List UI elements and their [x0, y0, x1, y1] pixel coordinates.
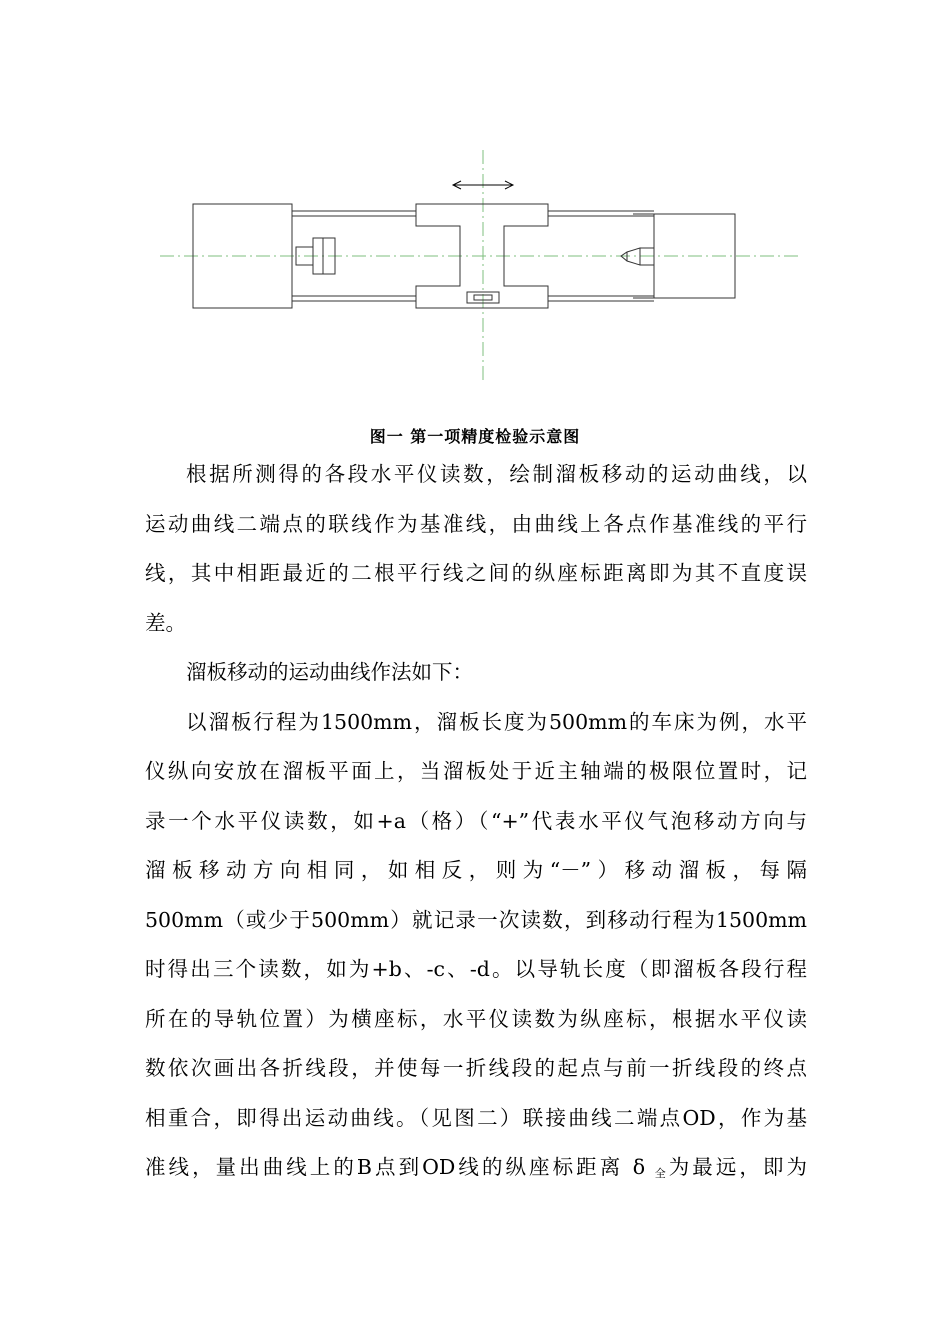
subscript: 全 [654, 1167, 669, 1180]
text-line: 运动曲线二端点的联线作为基准线，由曲线上各点作基准线的平行 [145, 511, 807, 536]
paragraph-1 [145, 450, 807, 648]
text-line: 500mm（或少于500mm）就记录一次读数，到移动行程为1500mm [145, 907, 807, 932]
text-line: 线，其中相距最近的二根平行线之间的纵座标距离即为其不直度误 [145, 561, 807, 585]
text-line: 录一个水平仪读数，如+a（格）（“+”代表水平仪气泡移动方向与 [145, 808, 807, 833]
text-segment: 为最远，即为 [668, 1155, 807, 1179]
text-line: 溜板移动的运动曲线作法如下： [186, 660, 473, 684]
text-line: 所在的导轨位置）为横座标，水平仪读数为纵座标，根据水平仪读 [145, 1006, 807, 1031]
text-segment: 准线，量出曲线上的B点到OD线的纵座标距离 δ [145, 1155, 655, 1179]
figure-1-diagram [150, 140, 810, 390]
text-line: 根据所测得的各段水平仪读数，绘制溜板移动的运动曲线，以 [186, 462, 807, 486]
body-text [145, 450, 807, 1199]
text-line: 时得出三个读数，如为+b、-c、-d。以导轨长度（即溜板各段行程 [145, 957, 807, 981]
text-line: 仪纵向安放在溜板平面上，当溜板处于近主轴端的极限位置时，记 [145, 759, 807, 783]
figure-caption: 图一 第一项精度检验示意图 [369, 427, 581, 446]
text-line: 差。 [145, 610, 186, 635]
text-line [145, 1143, 807, 1199]
paragraph-2 [145, 648, 807, 698]
text-line: 以溜板行程为1500mm，溜板长度为500mm的车床为例，水平 [186, 709, 807, 734]
text-line: 溜板移动方向相同，如相反，则为“－”）移动溜板，每隔 [145, 858, 807, 882]
text-line: 数依次画出各折线段，并使每一折线段的起点与前一折线段的终点 [145, 1056, 807, 1080]
paragraph-3 [145, 698, 807, 1199]
text-line: 相重合，即得出运动曲线。（见图二）联接曲线二端点OD，作为基 [145, 1105, 807, 1130]
